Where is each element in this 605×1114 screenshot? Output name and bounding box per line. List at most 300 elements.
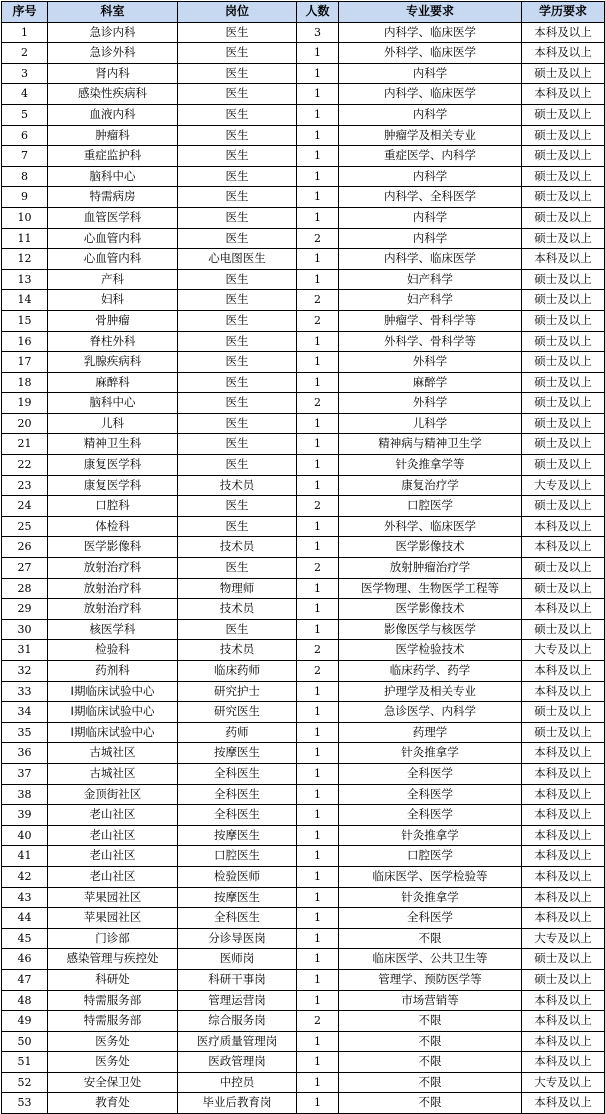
cell-index: 45 xyxy=(2,928,48,949)
cell-major: 口腔医学 xyxy=(339,496,522,517)
cell-department: 医务处 xyxy=(48,1031,178,1052)
cell-education: 硕士及以上 xyxy=(522,187,605,208)
cell-count: 1 xyxy=(297,63,339,84)
cell-index: 53 xyxy=(2,1093,48,1114)
table-row xyxy=(2,207,605,228)
cell-index: 50 xyxy=(2,1031,48,1052)
cell-index: 13 xyxy=(2,269,48,290)
cell-major: 影像医学与核医学 xyxy=(339,619,522,640)
table-body xyxy=(2,22,605,1113)
cell-education: 硕士及以上 xyxy=(522,352,605,373)
cell-major: 管理学、预防医学等 xyxy=(339,969,522,990)
table-row xyxy=(2,166,605,187)
cell-index: 37 xyxy=(2,763,48,784)
cell-department: 科研处 xyxy=(48,969,178,990)
cell-education: 硕士及以上 xyxy=(522,146,605,167)
cell-major: 针灸推拿学 xyxy=(339,743,522,764)
cell-major: 全科医学 xyxy=(339,784,522,805)
cell-position: 全科医生 xyxy=(178,784,297,805)
cell-major: 内科学、临床医学 xyxy=(339,22,522,43)
cell-count: 1 xyxy=(297,249,339,270)
cell-count: 1 xyxy=(297,619,339,640)
table-row xyxy=(2,784,605,805)
cell-position: 检验医师 xyxy=(178,866,297,887)
cell-count: 1 xyxy=(297,763,339,784)
cell-count: 1 xyxy=(297,599,339,620)
cell-education: 本科及以上 xyxy=(522,743,605,764)
header-education: 学历要求 xyxy=(522,2,605,23)
cell-count: 1 xyxy=(297,455,339,476)
cell-count: 1 xyxy=(297,207,339,228)
cell-count: 2 xyxy=(297,661,339,682)
cell-department: 放射治疗科 xyxy=(48,578,178,599)
cell-department: 口腔科 xyxy=(48,496,178,517)
cell-department: 核医学科 xyxy=(48,619,178,640)
cell-position: 医师岗 xyxy=(178,949,297,970)
cell-department: 老山社区 xyxy=(48,866,178,887)
cell-position: 物理师 xyxy=(178,578,297,599)
cell-department: 金顶街社区 xyxy=(48,784,178,805)
cell-position: 医生 xyxy=(178,166,297,187)
cell-position: 口腔医生 xyxy=(178,846,297,867)
cell-count: 1 xyxy=(297,908,339,929)
cell-department: 康复医学科 xyxy=(48,475,178,496)
table-row xyxy=(2,104,605,125)
cell-count: 1 xyxy=(297,269,339,290)
cell-department: 特需服务部 xyxy=(48,990,178,1011)
cell-position: 医疗质量管理岗 xyxy=(178,1031,297,1052)
table-row xyxy=(2,661,605,682)
cell-position: 综合服务岗 xyxy=(178,1011,297,1032)
cell-major: 麻醉学 xyxy=(339,372,522,393)
cell-count: 2 xyxy=(297,496,339,517)
cell-count: 2 xyxy=(297,310,339,331)
cell-position: 医生 xyxy=(178,413,297,434)
cell-major: 针灸推拿学 xyxy=(339,825,522,846)
table-row xyxy=(2,475,605,496)
cell-index: 26 xyxy=(2,537,48,558)
cell-department: 产科 xyxy=(48,269,178,290)
cell-count: 1 xyxy=(297,1052,339,1073)
header-department: 科室 xyxy=(48,2,178,23)
table-row xyxy=(2,84,605,105)
cell-index: 17 xyxy=(2,352,48,373)
cell-major: 外科学 xyxy=(339,393,522,414)
cell-count: 1 xyxy=(297,846,339,867)
cell-department: 肿瘤科 xyxy=(48,125,178,146)
cell-position: 研究医生 xyxy=(178,702,297,723)
cell-position: 临床药师 xyxy=(178,661,297,682)
cell-major: 内科学 xyxy=(339,166,522,187)
cell-major: 外科学、临床医学 xyxy=(339,516,522,537)
cell-major: 医学物理、生物医学工程等 xyxy=(339,578,522,599)
table-row xyxy=(2,702,605,723)
cell-major: 针灸推拿学等 xyxy=(339,455,522,476)
cell-major: 市场营销等 xyxy=(339,990,522,1011)
cell-index: 35 xyxy=(2,722,48,743)
cell-count: 1 xyxy=(297,413,339,434)
cell-count: 1 xyxy=(297,990,339,1011)
cell-major: 内科学 xyxy=(339,104,522,125)
cell-education: 大专及以上 xyxy=(522,1072,605,1093)
cell-department: 血液内科 xyxy=(48,104,178,125)
cell-major: 医学影像技术 xyxy=(339,537,522,558)
cell-index: 16 xyxy=(2,331,48,352)
cell-education: 硕士及以上 xyxy=(522,496,605,517)
cell-count: 1 xyxy=(297,84,339,105)
cell-education: 本科及以上 xyxy=(522,516,605,537)
cell-count: 1 xyxy=(297,104,339,125)
cell-major: 妇产科学 xyxy=(339,290,522,311)
cell-education: 本科及以上 xyxy=(522,1011,605,1032)
cell-education: 硕士及以上 xyxy=(522,702,605,723)
cell-index: 28 xyxy=(2,578,48,599)
cell-department: 康复医学科 xyxy=(48,455,178,476)
cell-count: 1 xyxy=(297,187,339,208)
cell-major: 不限 xyxy=(339,1052,522,1073)
table-row xyxy=(2,908,605,929)
cell-department: 急诊内科 xyxy=(48,22,178,43)
cell-major: 药理学 xyxy=(339,722,522,743)
cell-count: 1 xyxy=(297,784,339,805)
table-row xyxy=(2,434,605,455)
header-index: 序号 xyxy=(2,2,48,23)
cell-education: 本科及以上 xyxy=(522,887,605,908)
cell-position: 医生 xyxy=(178,352,297,373)
cell-department: 重症监护科 xyxy=(48,146,178,167)
cell-index: 19 xyxy=(2,393,48,414)
cell-position: 全科医生 xyxy=(178,763,297,784)
cell-index: 52 xyxy=(2,1072,48,1093)
cell-education: 硕士及以上 xyxy=(522,310,605,331)
cell-major: 妇产科学 xyxy=(339,269,522,290)
table-row xyxy=(2,805,605,826)
cell-position: 全科医生 xyxy=(178,908,297,929)
cell-position: 药师 xyxy=(178,722,297,743)
cell-department: I期临床试验中心 xyxy=(48,702,178,723)
cell-index: 4 xyxy=(2,84,48,105)
cell-department: 感染性疾病科 xyxy=(48,84,178,105)
table-row xyxy=(2,187,605,208)
cell-education: 本科及以上 xyxy=(522,1031,605,1052)
cell-education: 硕士及以上 xyxy=(522,558,605,579)
table-row xyxy=(2,516,605,537)
table-row xyxy=(2,63,605,84)
cell-position: 医生 xyxy=(178,310,297,331)
cell-department: 体检科 xyxy=(48,516,178,537)
cell-position: 医政管理岗 xyxy=(178,1052,297,1073)
cell-education: 本科及以上 xyxy=(522,599,605,620)
table-row xyxy=(2,722,605,743)
cell-department: 医学影像科 xyxy=(48,537,178,558)
table-row xyxy=(2,249,605,270)
cell-count: 1 xyxy=(297,1093,339,1114)
cell-count: 1 xyxy=(297,537,339,558)
cell-education: 本科及以上 xyxy=(522,537,605,558)
cell-department: 安全保卫处 xyxy=(48,1072,178,1093)
cell-count: 1 xyxy=(297,475,339,496)
cell-major: 不限 xyxy=(339,1011,522,1032)
cell-major: 内科学、全科医学 xyxy=(339,187,522,208)
cell-major: 外科学、临床医学 xyxy=(339,43,522,64)
cell-count: 1 xyxy=(297,743,339,764)
cell-index: 46 xyxy=(2,949,48,970)
table-row xyxy=(2,599,605,620)
cell-education: 硕士及以上 xyxy=(522,455,605,476)
table-row xyxy=(2,22,605,43)
table-row xyxy=(2,290,605,311)
cell-index: 39 xyxy=(2,805,48,826)
cell-department: 药剂科 xyxy=(48,661,178,682)
cell-position: 医生 xyxy=(178,455,297,476)
cell-position: 医生 xyxy=(178,269,297,290)
cell-position: 医生 xyxy=(178,22,297,43)
cell-index: 41 xyxy=(2,846,48,867)
cell-department: 古城社区 xyxy=(48,763,178,784)
cell-major: 不限 xyxy=(339,1093,522,1114)
table-row xyxy=(2,949,605,970)
cell-position: 医生 xyxy=(178,516,297,537)
cell-education: 本科及以上 xyxy=(522,84,605,105)
table-row xyxy=(2,455,605,476)
cell-count: 1 xyxy=(297,928,339,949)
cell-position: 医生 xyxy=(178,290,297,311)
table-row xyxy=(2,640,605,661)
cell-index: 12 xyxy=(2,249,48,270)
cell-education: 硕士及以上 xyxy=(522,63,605,84)
cell-count: 3 xyxy=(297,22,339,43)
cell-count: 1 xyxy=(297,125,339,146)
cell-index: 36 xyxy=(2,743,48,764)
cell-index: 10 xyxy=(2,207,48,228)
cell-count: 1 xyxy=(297,681,339,702)
cell-department: 苹果园社区 xyxy=(48,887,178,908)
cell-index: 30 xyxy=(2,619,48,640)
cell-department: 特需服务部 xyxy=(48,1011,178,1032)
cell-department: 乳腺疾病科 xyxy=(48,352,178,373)
table-row xyxy=(2,1052,605,1073)
cell-index: 22 xyxy=(2,455,48,476)
cell-count: 1 xyxy=(297,331,339,352)
cell-department: 门诊部 xyxy=(48,928,178,949)
cell-position: 技术员 xyxy=(178,599,297,620)
cell-education: 硕士及以上 xyxy=(522,125,605,146)
cell-education: 硕士及以上 xyxy=(522,578,605,599)
cell-index: 3 xyxy=(2,63,48,84)
cell-position: 技术员 xyxy=(178,475,297,496)
cell-major: 不限 xyxy=(339,928,522,949)
cell-index: 20 xyxy=(2,413,48,434)
cell-department: 医务处 xyxy=(48,1052,178,1073)
cell-count: 1 xyxy=(297,969,339,990)
cell-department: 精神卫生科 xyxy=(48,434,178,455)
table-row xyxy=(2,763,605,784)
cell-education: 硕士及以上 xyxy=(522,722,605,743)
cell-department: 放射治疗科 xyxy=(48,558,178,579)
cell-index: 21 xyxy=(2,434,48,455)
cell-education: 本科及以上 xyxy=(522,825,605,846)
cell-count: 1 xyxy=(297,805,339,826)
cell-education: 本科及以上 xyxy=(522,661,605,682)
cell-count: 1 xyxy=(297,949,339,970)
cell-major: 护理学及相关专业 xyxy=(339,681,522,702)
cell-major: 康复治疗学 xyxy=(339,475,522,496)
cell-major: 临床医学、公共卫生等 xyxy=(339,949,522,970)
cell-major: 外科学 xyxy=(339,352,522,373)
cell-count: 2 xyxy=(297,640,339,661)
table-row xyxy=(2,969,605,990)
table-row xyxy=(2,866,605,887)
cell-index: 34 xyxy=(2,702,48,723)
cell-major: 肿瘤学、骨科学等 xyxy=(339,310,522,331)
cell-department: 教育处 xyxy=(48,1093,178,1114)
cell-major: 针灸推拿学 xyxy=(339,887,522,908)
cell-count: 1 xyxy=(297,166,339,187)
cell-education: 硕士及以上 xyxy=(522,393,605,414)
cell-department: 老山社区 xyxy=(48,805,178,826)
cell-education: 本科及以上 xyxy=(522,1093,605,1114)
table-row xyxy=(2,743,605,764)
cell-education: 本科及以上 xyxy=(522,22,605,43)
cell-department: 脑科中心 xyxy=(48,393,178,414)
cell-index: 44 xyxy=(2,908,48,929)
cell-department: 老山社区 xyxy=(48,825,178,846)
table-row xyxy=(2,331,605,352)
table-row xyxy=(2,1031,605,1052)
cell-major: 临床医学、医学检验等 xyxy=(339,866,522,887)
cell-department: I期临床试验中心 xyxy=(48,722,178,743)
cell-count: 1 xyxy=(297,372,339,393)
table-row xyxy=(2,228,605,249)
cell-count: 1 xyxy=(297,1072,339,1093)
cell-position: 医生 xyxy=(178,558,297,579)
cell-position: 医生 xyxy=(178,372,297,393)
cell-education: 硕士及以上 xyxy=(522,269,605,290)
cell-position: 中控员 xyxy=(178,1072,297,1093)
cell-position: 医生 xyxy=(178,104,297,125)
cell-major: 儿科学 xyxy=(339,413,522,434)
cell-major: 医学影像技术 xyxy=(339,599,522,620)
cell-education: 本科及以上 xyxy=(522,784,605,805)
table-row xyxy=(2,990,605,1011)
table-row xyxy=(2,43,605,64)
cell-department: 感染管理与疾控处 xyxy=(48,949,178,970)
cell-count: 1 xyxy=(297,146,339,167)
cell-education: 硕士及以上 xyxy=(522,228,605,249)
cell-education: 本科及以上 xyxy=(522,805,605,826)
cell-index: 7 xyxy=(2,146,48,167)
cell-count: 1 xyxy=(297,352,339,373)
table-row xyxy=(2,1072,605,1093)
cell-major: 急诊医学、内科学 xyxy=(339,702,522,723)
cell-major: 内科学 xyxy=(339,63,522,84)
cell-education: 本科及以上 xyxy=(522,681,605,702)
cell-count: 2 xyxy=(297,228,339,249)
cell-position: 全科医生 xyxy=(178,805,297,826)
cell-position: 技术员 xyxy=(178,640,297,661)
table-row xyxy=(2,496,605,517)
cell-count: 1 xyxy=(297,43,339,64)
cell-index: 49 xyxy=(2,1011,48,1032)
cell-department: I期临床试验中心 xyxy=(48,681,178,702)
cell-index: 27 xyxy=(2,558,48,579)
cell-index: 47 xyxy=(2,969,48,990)
table-row xyxy=(2,825,605,846)
cell-education: 硕士及以上 xyxy=(522,331,605,352)
cell-position: 技术员 xyxy=(178,537,297,558)
cell-department: 老山社区 xyxy=(48,846,178,867)
cell-education: 硕士及以上 xyxy=(522,104,605,125)
cell-education: 硕士及以上 xyxy=(522,166,605,187)
cell-education: 硕士及以上 xyxy=(522,434,605,455)
cell-department: 古城社区 xyxy=(48,743,178,764)
cell-education: 硕士及以上 xyxy=(522,413,605,434)
cell-index: 8 xyxy=(2,166,48,187)
cell-department: 脊柱外科 xyxy=(48,331,178,352)
cell-index: 32 xyxy=(2,661,48,682)
cell-major: 医学检验技术 xyxy=(339,640,522,661)
cell-index: 24 xyxy=(2,496,48,517)
cell-education: 大专及以上 xyxy=(522,640,605,661)
cell-department: 麻醉科 xyxy=(48,372,178,393)
cell-education: 硕士及以上 xyxy=(522,372,605,393)
cell-education: 硕士及以上 xyxy=(522,290,605,311)
header-major: 专业要求 xyxy=(339,2,522,23)
cell-education: 本科及以上 xyxy=(522,908,605,929)
cell-count: 1 xyxy=(297,825,339,846)
cell-position: 医生 xyxy=(178,393,297,414)
table-row xyxy=(2,269,605,290)
cell-index: 5 xyxy=(2,104,48,125)
cell-major: 外科学、骨科学等 xyxy=(339,331,522,352)
cell-position: 医生 xyxy=(178,146,297,167)
cell-major: 内科学 xyxy=(339,207,522,228)
cell-education: 本科及以上 xyxy=(522,1052,605,1073)
table-row xyxy=(2,578,605,599)
cell-education: 硕士及以上 xyxy=(522,949,605,970)
cell-position: 管理运营岗 xyxy=(178,990,297,1011)
table-row xyxy=(2,146,605,167)
cell-index: 11 xyxy=(2,228,48,249)
cell-count: 2 xyxy=(297,558,339,579)
table-row xyxy=(2,558,605,579)
cell-position: 医生 xyxy=(178,187,297,208)
table-row xyxy=(2,352,605,373)
cell-position: 医生 xyxy=(178,331,297,352)
cell-index: 42 xyxy=(2,866,48,887)
cell-department: 心血管内科 xyxy=(48,228,178,249)
cell-position: 分诊导医岗 xyxy=(178,928,297,949)
cell-position: 毕业后教育岗 xyxy=(178,1093,297,1114)
cell-department: 特需病房 xyxy=(48,187,178,208)
cell-position: 按摩医生 xyxy=(178,825,297,846)
cell-education: 大专及以上 xyxy=(522,475,605,496)
cell-department: 心血管内科 xyxy=(48,249,178,270)
table-row xyxy=(2,393,605,414)
cell-count: 1 xyxy=(297,434,339,455)
header-row xyxy=(2,2,605,23)
table-row xyxy=(2,537,605,558)
cell-department: 苹果园社区 xyxy=(48,908,178,929)
cell-education: 本科及以上 xyxy=(522,846,605,867)
cell-education: 本科及以上 xyxy=(522,763,605,784)
cell-position: 按摩医生 xyxy=(178,887,297,908)
table-row xyxy=(2,887,605,908)
cell-index: 2 xyxy=(2,43,48,64)
table-row xyxy=(2,1011,605,1032)
cell-index: 38 xyxy=(2,784,48,805)
cell-major: 临床药学、药学 xyxy=(339,661,522,682)
